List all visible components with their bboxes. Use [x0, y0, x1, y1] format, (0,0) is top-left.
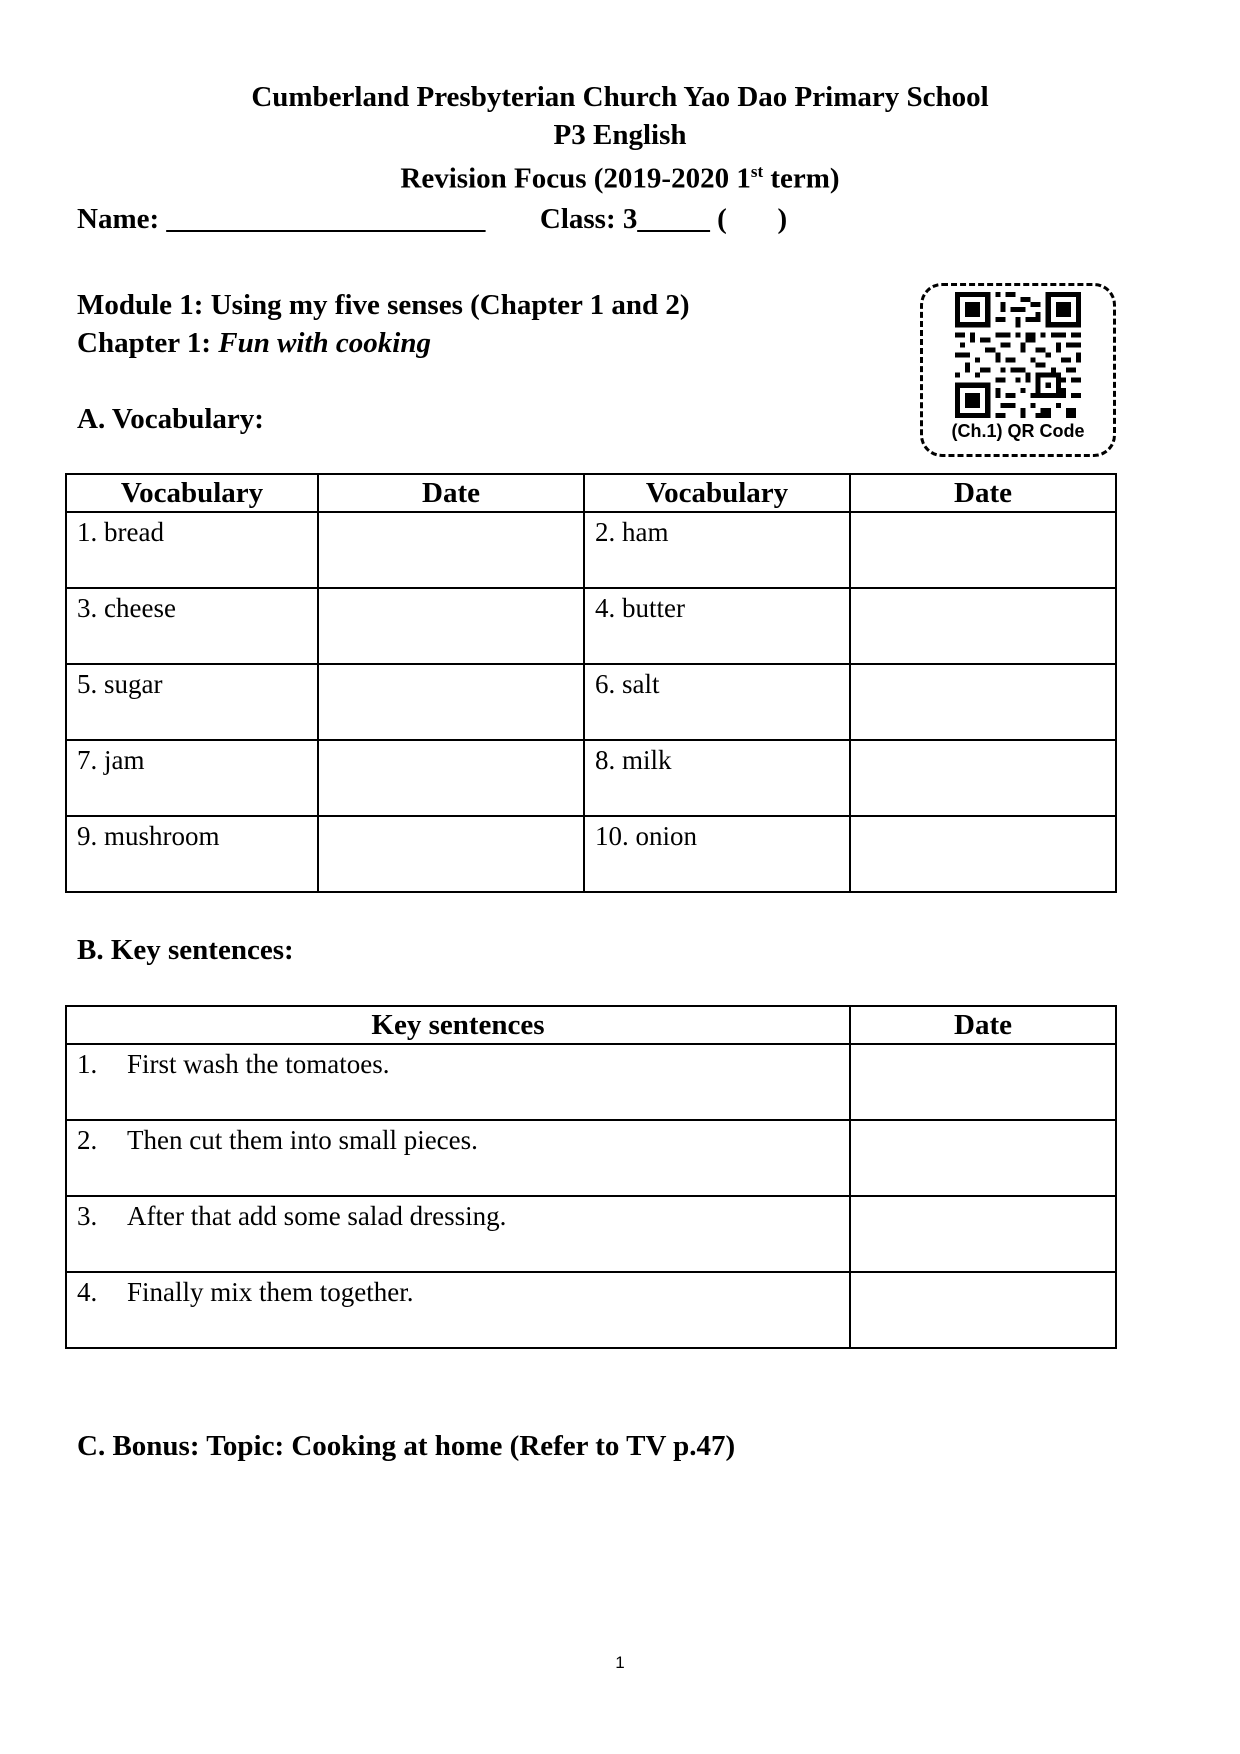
page-number: 1 — [615, 1653, 625, 1672]
vocabulary-word: 4. butter — [584, 588, 850, 664]
date-cell[interactable] — [850, 588, 1116, 664]
sentence-text: Then cut them into small pieces. — [127, 1125, 478, 1155]
date-cell[interactable] — [318, 816, 584, 892]
table-row — [66, 740, 1116, 816]
revision-title — [0, 155, 1240, 196]
vocabulary-word: 3. cheese — [66, 588, 318, 664]
vocabulary-header-row — [66, 474, 1116, 512]
vocabulary-word: 7. jam — [66, 740, 318, 816]
sentence-text: Finally mix them together. — [127, 1277, 414, 1307]
date-col-header: Date — [318, 474, 584, 512]
date-cell[interactable] — [850, 740, 1116, 816]
vocabulary-word: 8. milk — [584, 740, 850, 816]
revision-title-sup: st — [750, 162, 764, 181]
date-cell[interactable] — [850, 1196, 1116, 1272]
chapter-name: Fun with cooking — [218, 327, 431, 359]
school-name: Cumberland Presbyterian Church Yao Dao Primary School — [251, 81, 989, 113]
vocabulary-col-header: Vocabulary — [66, 474, 318, 512]
vocabulary-word: 1. bread — [66, 512, 318, 588]
name-class-row — [77, 201, 787, 237]
table-row — [66, 1272, 1116, 1348]
key-sentence — [66, 1196, 850, 1272]
sentence-number: 1. — [77, 1049, 98, 1079]
table-row — [66, 664, 1116, 740]
vocabulary-word: 10. onion — [584, 816, 850, 892]
date-cell[interactable] — [850, 512, 1116, 588]
chapter-title — [77, 326, 431, 360]
name-field[interactable]: Name: ______________________ — [77, 203, 486, 235]
date-cell[interactable] — [318, 740, 584, 816]
date-col-header: Date — [850, 474, 1116, 512]
vocabulary-col-header: Vocabulary — [584, 474, 850, 512]
sentence-text: After that add some salad dressing. — [127, 1201, 507, 1231]
date-col-header: Date — [850, 1006, 1116, 1044]
revision-title-suffix: term) — [763, 162, 840, 195]
date-cell[interactable] — [850, 1044, 1116, 1120]
date-cell[interactable] — [850, 664, 1116, 740]
chapter-label: Chapter 1: — [77, 327, 219, 359]
date-cell[interactable] — [850, 1272, 1116, 1348]
subject-title: P3 English — [553, 119, 687, 151]
date-cell[interactable] — [318, 588, 584, 664]
key-sentence — [66, 1044, 850, 1120]
vocabulary-word: 5. sugar — [66, 664, 318, 740]
bonus-heading: C. Bonus: Topic: Cooking at home (Refer to TV p.47) — [77, 1430, 736, 1462]
vocabulary-word: 2. ham — [584, 512, 850, 588]
qr-code-box — [920, 283, 1116, 457]
table-row — [66, 1044, 1116, 1120]
date-cell[interactable] — [850, 1120, 1116, 1196]
class-field[interactable]: Class: 3_____ ( ) — [539, 203, 788, 235]
sentence-number: 3. — [77, 1201, 98, 1231]
key-sentences-table — [65, 1005, 1117, 1349]
vocabulary-word: 9. mushroom — [66, 816, 318, 892]
qr-code-icon — [953, 292, 1083, 418]
table-row — [66, 1196, 1116, 1272]
table-row — [66, 588, 1116, 664]
table-row — [66, 1120, 1116, 1196]
key-sentence — [66, 1120, 850, 1196]
vocabulary-table — [65, 473, 1117, 893]
sentence-text: First wash the tomatoes. — [127, 1049, 390, 1079]
qr-code-caption: (Ch.1) QR Code — [951, 421, 1085, 441]
module-title: Module 1: Using my five senses (Chapter 1 and 2) — [77, 289, 690, 321]
key-sentences-header-row — [66, 1006, 1116, 1044]
vocabulary-heading: A. Vocabulary: — [77, 403, 264, 435]
date-cell[interactable] — [318, 512, 584, 588]
key-sentences-heading: B. Key sentences: — [77, 934, 294, 966]
key-sentence — [66, 1272, 850, 1348]
date-cell[interactable] — [850, 816, 1116, 892]
key-sentences-col-header: Key sentences — [66, 1006, 850, 1044]
date-cell[interactable] — [318, 664, 584, 740]
table-row — [66, 816, 1116, 892]
sentence-number: 4. — [77, 1277, 98, 1307]
vocabulary-word: 6. salt — [584, 664, 850, 740]
revision-title-prefix: Revision Focus (2019-2020 1 — [400, 162, 751, 195]
sentence-number: 2. — [77, 1125, 98, 1155]
table-row — [66, 512, 1116, 588]
